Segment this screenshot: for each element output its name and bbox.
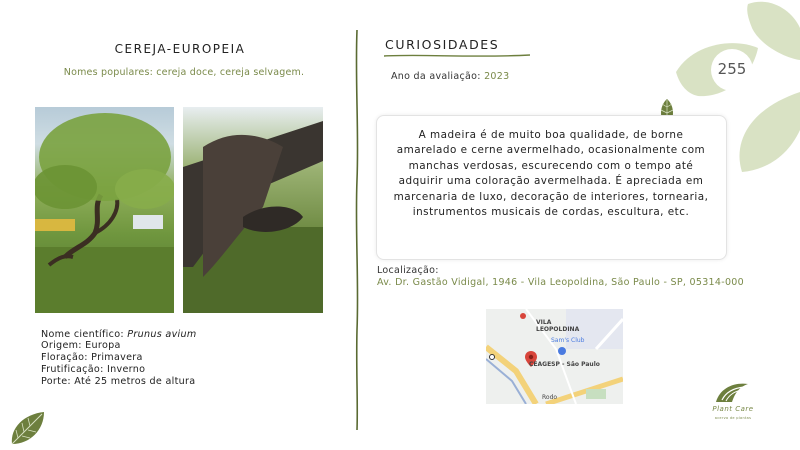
location-label: Localização:: [377, 265, 439, 276]
plant-care-logo: [714, 380, 750, 404]
brand-name: Plant Care: [712, 405, 754, 413]
map-road-label: Rodo: [542, 394, 558, 401]
tree-photo: [35, 107, 174, 313]
leaf-icon: [8, 408, 48, 448]
map-pin-label: CEAGESP - São Paulo: [529, 361, 600, 368]
map-district-label: VILA: [536, 319, 552, 326]
location-map[interactable]: [486, 309, 623, 404]
trunk-photo: [183, 107, 323, 313]
curiosities-text: A madeira é de muito boa qualidade, de borne amarelado e cerne avermelhado, ocasionalmente com manchas verdosas, escurecendo com o tempo até adquirir uma coloração avermelhada. É apreciada em marcenaria de luxo, decoração de interiores, tornearia, instrumentos musicais de cordas, escultura, etc.: [393, 129, 709, 219]
tree-number-badge: 255: [717, 60, 747, 78]
map-district-label: LEOPOLDINA: [536, 326, 580, 333]
leaf-shape: [739, 92, 800, 172]
species-title: CEREJA-EUROPEIA: [114, 42, 246, 56]
brand-subtitle: acervo de plantas: [714, 416, 752, 420]
title-underline: [384, 53, 530, 59]
year-label: Ano da avaliação:: [391, 71, 481, 82]
popular-names: Nomes populares: cereja doce, cereja selvagem.: [63, 67, 305, 78]
fruiting: Frutificação: Inverno: [41, 364, 146, 375]
evaluation-year: [391, 71, 509, 82]
origin: Origem: Europa: [41, 340, 121, 351]
curiosities-title: CURIOSIDADES: [385, 37, 500, 52]
year-value: 2023: [484, 71, 510, 82]
scientific-label: Nome científico:: [41, 329, 124, 340]
flowering: Floração: Primavera: [41, 352, 143, 363]
scientific-value: Prunus avium: [127, 329, 197, 340]
location-address[interactable]: Av. Dr. Gastão Vidigal, 1946 - Vila Leopoldina, São Paulo - SP, 05314-000: [377, 277, 744, 288]
size: Porte: Até 25 metros de altura: [41, 376, 196, 387]
vertical-divider: [353, 30, 361, 430]
scientific-name: [41, 329, 197, 340]
map-store-label: Sam's Club: [551, 337, 585, 344]
